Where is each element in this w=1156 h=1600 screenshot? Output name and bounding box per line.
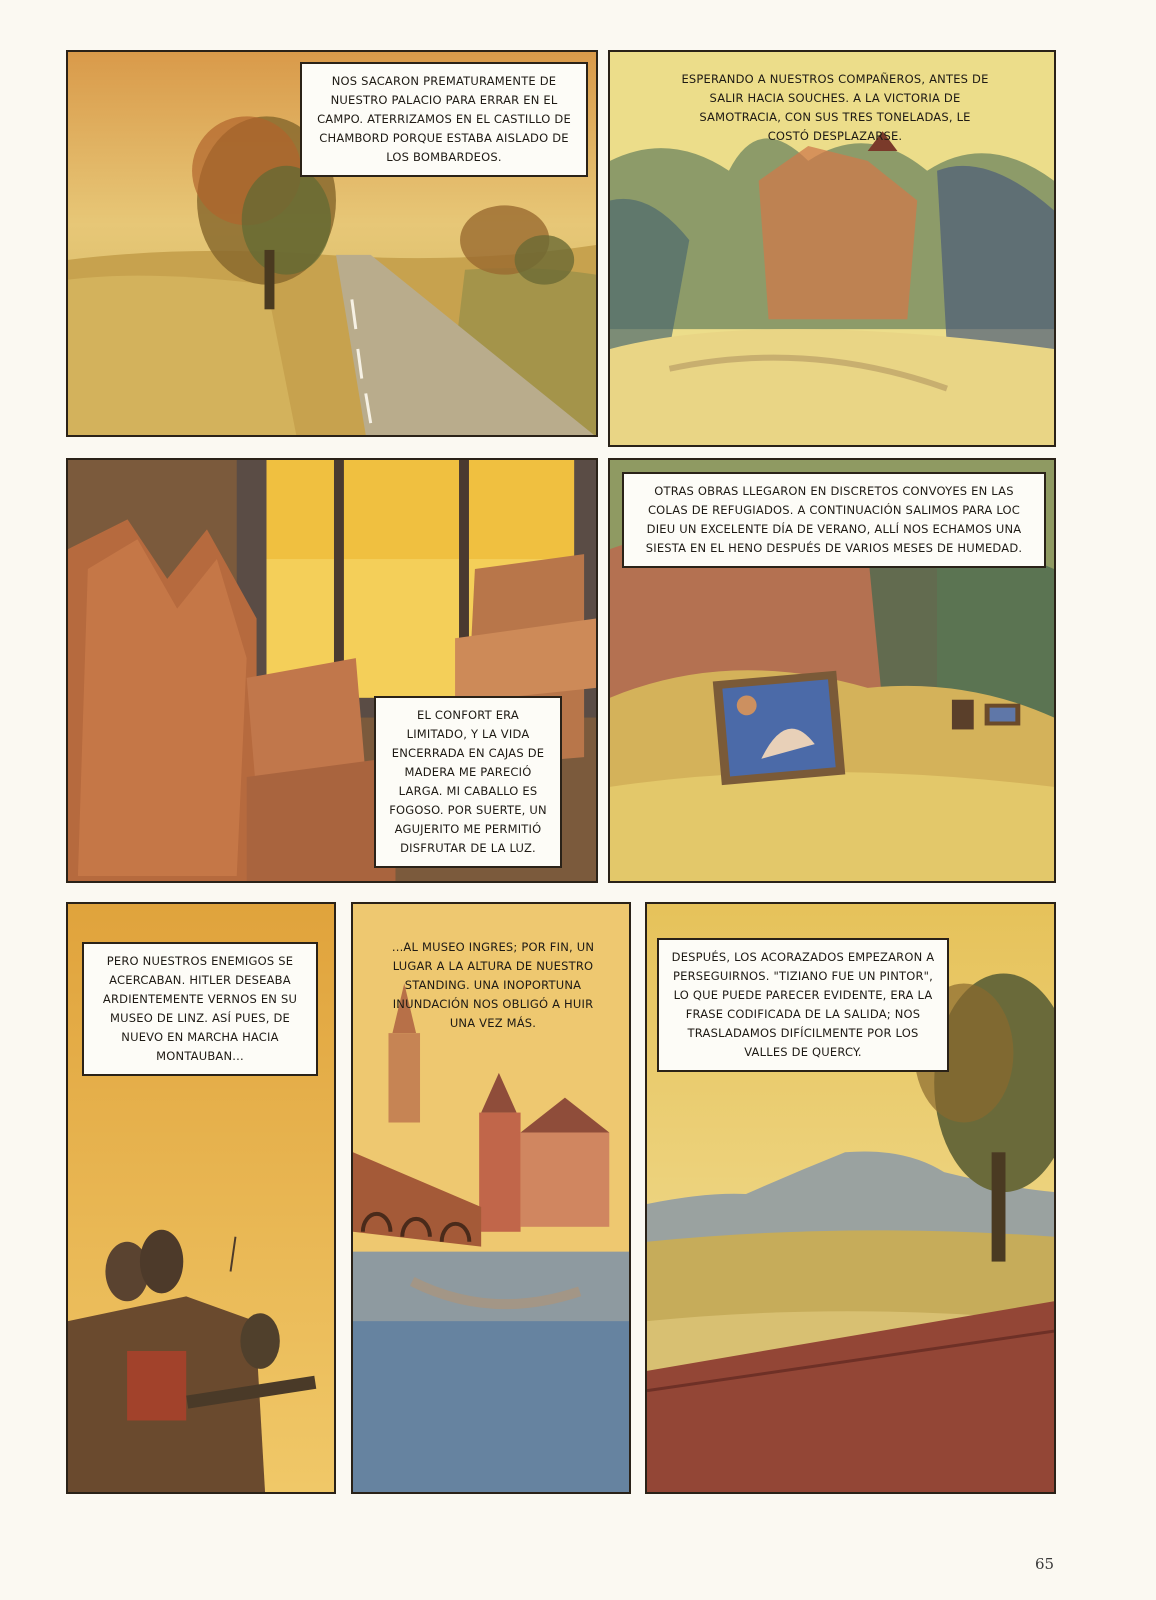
panel-forest-chateau <box>608 50 1056 447</box>
caption-montauban-bridge: ...AL MUSEO INGRES; POR FIN, UN LUGAR A LA ALTURA DE NUESTRO STANDING. UNA INOPORTUNA INUNDACIÓN NOS OBLIGÓ A HUIR UNA VEZ MÁS. <box>391 940 595 1030</box>
panel-country-road <box>66 50 598 437</box>
page-number: 65 <box>1035 1555 1055 1573</box>
panel-tank <box>66 902 336 1494</box>
caption-forest-chateau: ESPERANDO A NUESTROS COMPAÑEROS, ANTES DE SALIR HACIA SOUCHES. A LA VICTORIA DE SAMOTRACIA, CON SUS TRES TONELADAS, LE COSTÓ DESPLAZARSE. <box>681 72 989 143</box>
caption-country-road: NOS SACARON PREMATURAMENTE DE NUESTRO PALACIO PARA ERRAR EN EL CAMPO. ATERRIZAMOS EN EL CASTILLO DE CHAMBORD PORQUE ESTABA AISLADO DE LOS BOMBARDEOS. <box>300 62 588 177</box>
caption-crates-window: EL CONFORT ERA LIMITADO, Y LA VIDA ENCERRADA EN CAJAS DE MADERA ME PARECIÓ LARGA. MI CABALLO ES FOGOSO. POR SUERTE, UN AGUJERITO ME PERMITIÓ DISFRUTAR DE LA LUZ. <box>374 696 562 868</box>
panel-crates-window <box>66 458 598 883</box>
caption-tank: PERO NUESTROS ENEMIGOS SE ACERCABAN. HITLER DESEABA ARDIENTEMENTE VERNOS EN SU MUSEO DE LINZ. ASÍ PUES, DE NUEVO EN MARCHA HACIA MONTAUBAN... <box>82 942 318 1076</box>
painting-frame <box>713 671 845 785</box>
panel-painting-hay <box>608 458 1056 883</box>
caption-painting-hay: OTRAS OBRAS LLEGARON EN DISCRETOS CONVOYES EN LAS COLAS DE REFUGIADOS. A CONTINUACIÓN SALIMOS PARA LOC DIEU UN EXCELENTE DÍA DE VERANO, ALLÍ NOS ECHAMOS UNA SIESTA EN EL HENO DESPUÉS DE VARIOS MESES DE HUMEDAD. <box>622 472 1046 568</box>
panel-valley-quercy <box>645 902 1056 1494</box>
panel-montauban-bridge <box>351 902 631 1494</box>
caption-valley-quercy: DESPUÉS, LOS ACORAZADOS EMPEZARON A PERSEGUIRNOS. "TIZIANO FUE UN PINTOR", LO QUE PUEDE PARECER EVIDENTE, ERA LA FRASE CODIFICADA DE LA SALIDA; NOS TRASLADAMOS DIFÍCILMENTE POR LOS VALLES DE QUERCY. <box>657 938 949 1072</box>
